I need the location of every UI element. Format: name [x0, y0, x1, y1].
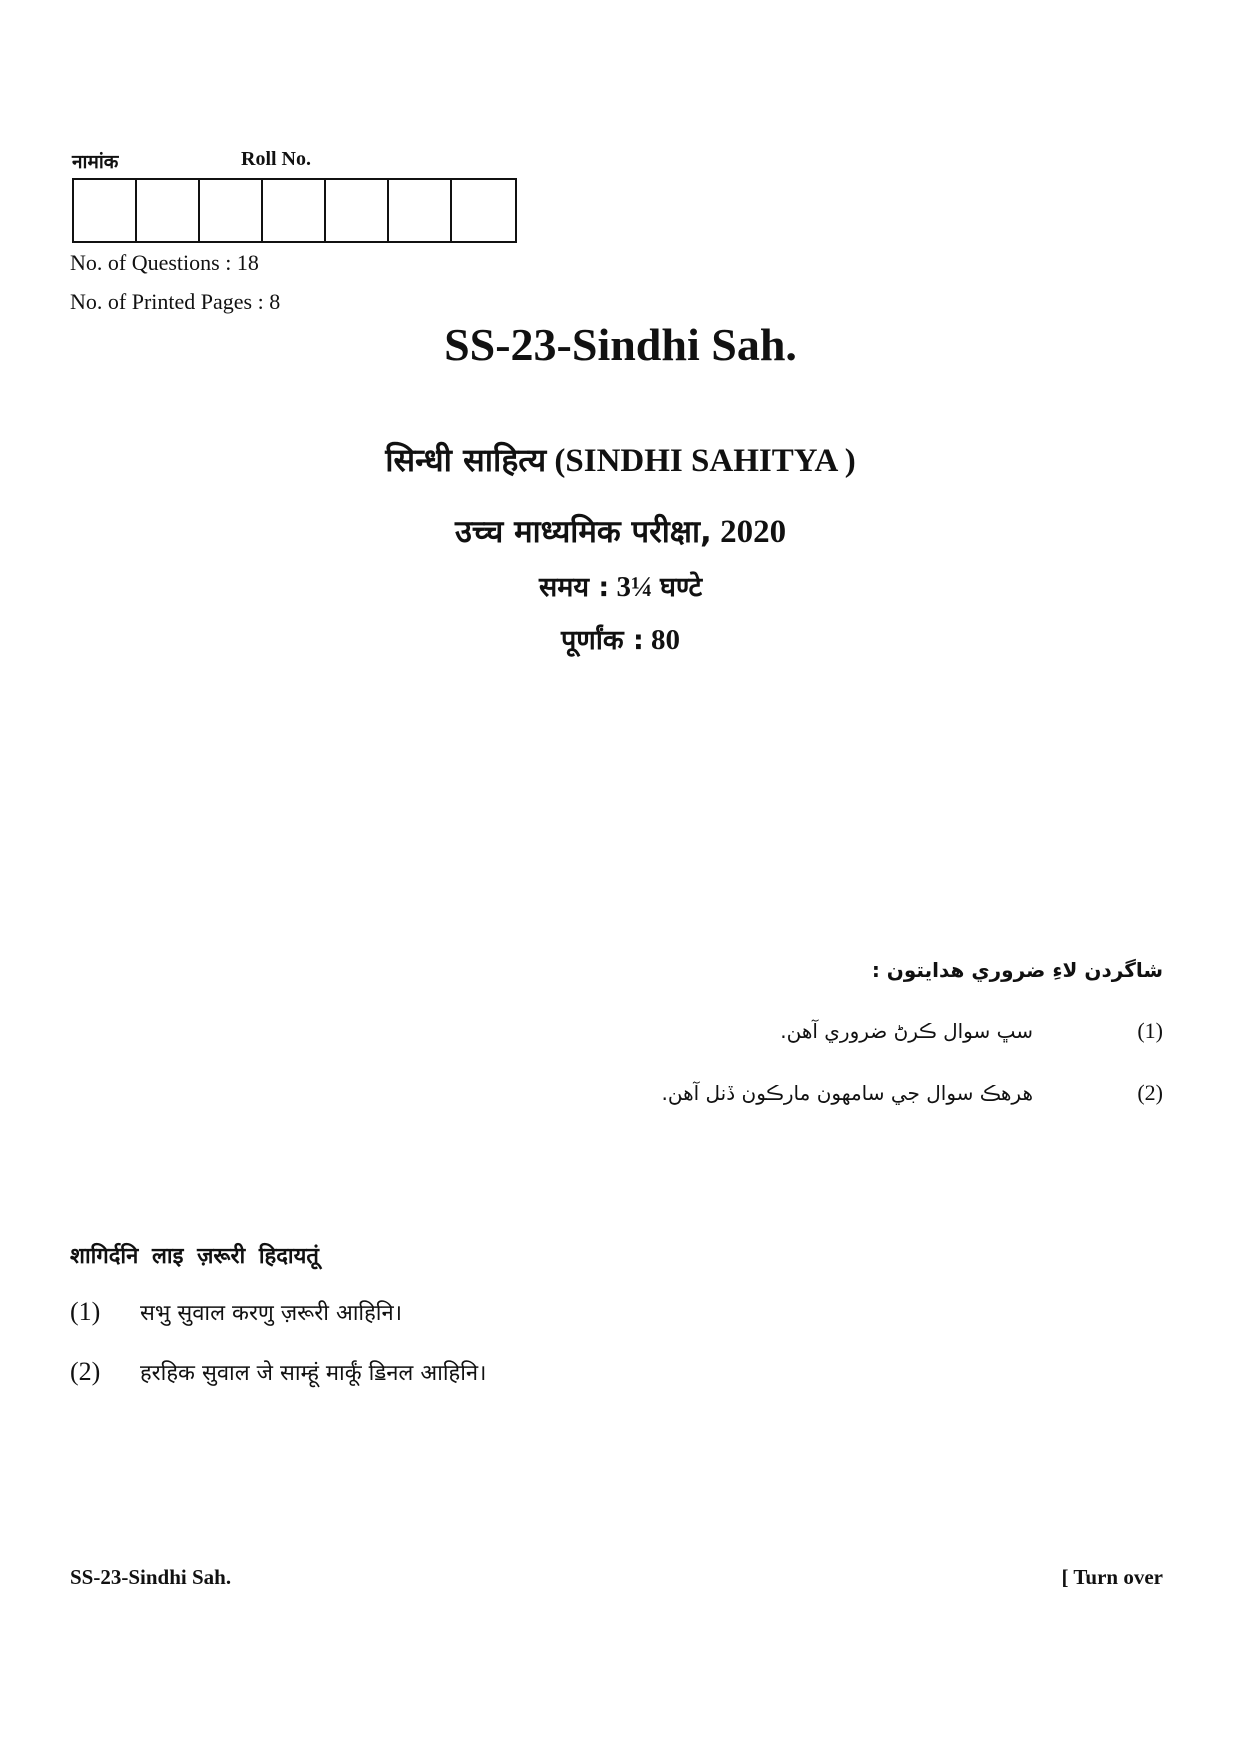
instruction-number: (2) — [70, 1357, 101, 1386]
subject-title — [0, 438, 1241, 481]
roll-number-box — [74, 180, 137, 241]
sindhi-instructions-heading: شاگردن لاءِ ضروري هدايتون : — [871, 958, 1163, 982]
roll-number-box — [389, 180, 452, 241]
roll-number-label-hindi: नामांक — [72, 151, 119, 173]
roll-number-box — [263, 180, 326, 241]
roll-number-box — [200, 180, 263, 241]
instruction-text: هرهڪ سوال جي سامهون مارڪون ڏنل آهن. — [661, 1081, 1033, 1105]
sindhi-instruction-item — [780, 1018, 1163, 1044]
instruction-text: سڀ سوال ڪرڻ ضروري آهن. — [780, 1019, 1033, 1043]
marks-value: 80 — [651, 624, 681, 656]
footer-paper-code: SS-23-Sindhi Sah. — [70, 1565, 232, 1589]
roll-number-box — [137, 180, 200, 241]
subject-name-english: (SINDHI SAHITYA ) — [554, 443, 856, 479]
time-unit: घण्टे — [659, 572, 703, 603]
exam-year: 2020 — [720, 514, 787, 550]
paper-code-title: SS-23-Sindhi Sah. — [444, 319, 797, 370]
marks-label: पूर्णांक : — [560, 625, 644, 656]
subject-name-hindi: सिन्धी साहित्य — [385, 441, 547, 479]
time-value: 3¼ — [616, 571, 653, 603]
exam-name-hindi: उच्च माध्यमिक परीक्षा, — [454, 514, 712, 550]
roll-number-boxes — [72, 178, 517, 243]
roll-number-label-english: Roll No. — [241, 148, 311, 170]
roll-number-box — [326, 180, 389, 241]
instruction-text: सभु सुवाल करणु ज़रूरी आहिनि। — [140, 1301, 403, 1326]
devanagari-instruction-item — [70, 1357, 486, 1387]
instruction-number: (1) — [1137, 1018, 1163, 1043]
exam-duration — [0, 567, 1241, 604]
number-of-questions: No. of Questions : 18 — [70, 250, 259, 275]
instruction-number: (2) — [1137, 1080, 1163, 1105]
number-of-printed-pages: No. of Printed Pages : 8 — [70, 289, 281, 314]
devanagari-instructions-heading: शागिर्दनि लाइ ज़रूरी हिदायतूं — [70, 1244, 319, 1269]
sindhi-instruction-item — [661, 1080, 1163, 1106]
maximum-marks — [0, 620, 1241, 657]
time-label: समय : — [538, 572, 610, 603]
turn-over-note: [ Turn over — [1061, 1565, 1163, 1589]
instruction-text: हरहिक सुवाल जे साम्हूं मार्कूं ॾिनल आहिनि। — [140, 1361, 487, 1386]
devanagari-instruction-item — [70, 1297, 402, 1327]
roll-number-box — [452, 180, 515, 241]
exam-name — [0, 510, 1241, 552]
instruction-number: (1) — [70, 1297, 101, 1326]
